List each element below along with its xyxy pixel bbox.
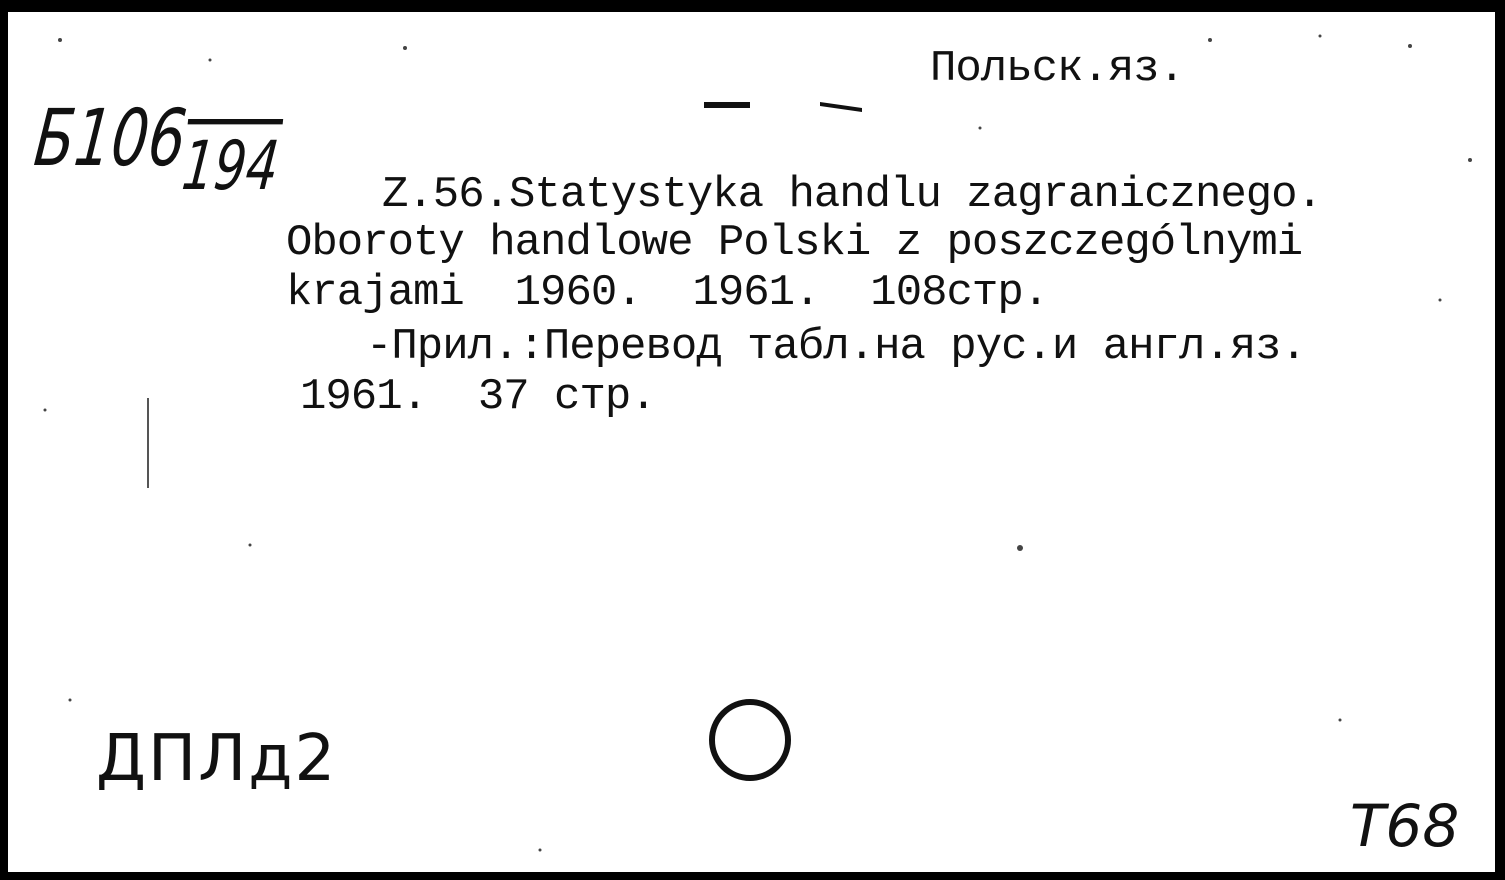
shelfmark-sub: 194 — [179, 119, 283, 205]
body-line-3: krajami 1960. 1961. 108стр. — [286, 268, 1049, 318]
typed-dashes — [700, 94, 870, 124]
body-line-5: 1961. 37 стр. — [300, 372, 656, 422]
shelfmark — [28, 92, 286, 205]
punch-hole — [708, 698, 792, 782]
body-line-1: Z.56.Statystyka handlu zagranicznego. — [382, 170, 1322, 220]
card-number: Т68 — [1350, 792, 1460, 860]
collection-mark: ДПЛд2 — [96, 722, 338, 796]
language-heading: Польск.яз. — [930, 44, 1185, 94]
body-line-2: Oboroty handlowe Polski z poszczególnymi — [286, 218, 1303, 268]
shelfmark-main: Б106 — [30, 92, 191, 184]
body-line-4: -Прил.:Перевод табл.на рус.и англ.яз. — [366, 322, 1306, 372]
